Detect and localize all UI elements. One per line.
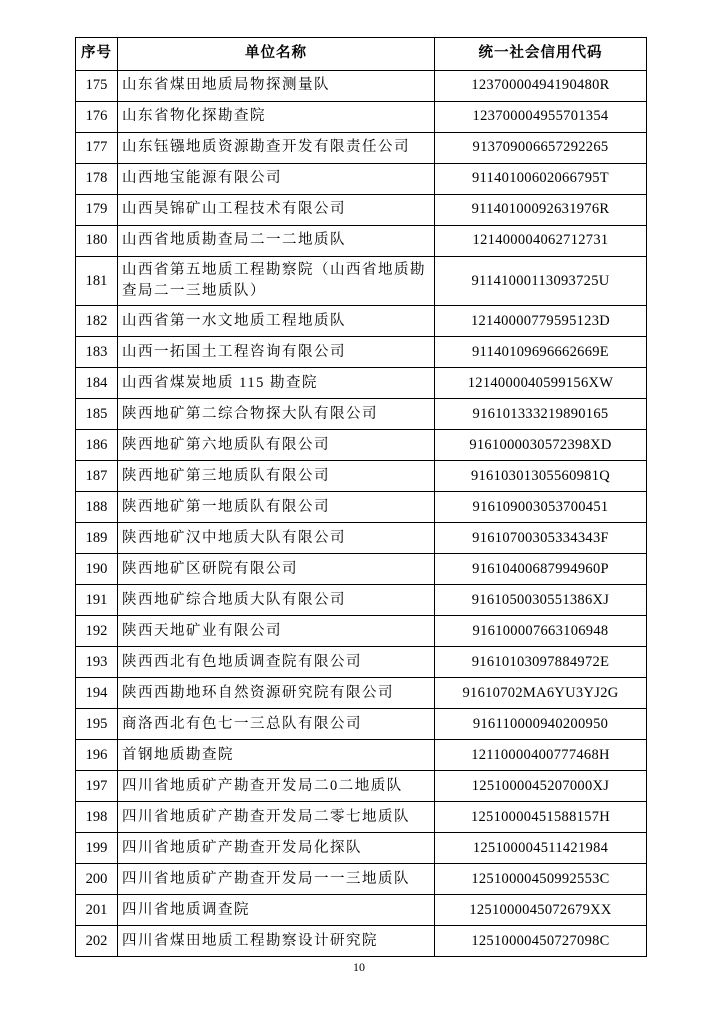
table-row — [76, 399, 647, 430]
table-row — [76, 226, 647, 257]
unit-name-cell: 陕西地矿第一地质队有限公司 — [118, 492, 435, 523]
unit-name-cell: 陕西地矿汉中地质大队有限公司 — [118, 523, 435, 554]
table-row — [76, 585, 647, 616]
table-row — [76, 102, 647, 133]
credit-code-cell: 12510000450992553C — [435, 864, 647, 895]
table-row — [76, 133, 647, 164]
unit-name-cell: 四川省地质矿产勘查开发局二零七地质队 — [118, 802, 435, 833]
unit-name-cell: 陕西地矿综合地质大队有限公司 — [118, 585, 435, 616]
serial-number-cell: 188 — [76, 492, 118, 523]
serial-number-cell: 185 — [76, 399, 118, 430]
table-row — [76, 523, 647, 554]
table-row — [76, 430, 647, 461]
table-row — [76, 306, 647, 337]
credit-code-cell: 913709006657292265 — [435, 133, 647, 164]
table-row — [76, 554, 647, 585]
serial-number-cell: 192 — [76, 616, 118, 647]
serial-number-cell: 187 — [76, 461, 118, 492]
serial-number-cell: 193 — [76, 647, 118, 678]
unit-name-cell: 四川省地质矿产勘查开发局化探队 — [118, 833, 435, 864]
unit-name-cell: 山西省第五地质工程勘察院（山西省地质勘查局二一三地质队） — [118, 257, 435, 306]
page-number: 10 — [353, 960, 365, 974]
credit-code-cell: 916101333219890165 — [435, 399, 647, 430]
table-row — [76, 616, 647, 647]
credit-code-cell: 91610103097884972E — [435, 647, 647, 678]
unit-name-cell: 山东省煤田地质局物探测量队 — [118, 71, 435, 102]
serial-number-cell: 195 — [76, 709, 118, 740]
serial-number-cell: 199 — [76, 833, 118, 864]
col-header-credit-code: 统一社会信用代码 — [435, 38, 647, 71]
unit-name-cell: 四川省地质矿产勘查开发局一一三地质队 — [118, 864, 435, 895]
serial-number-cell: 194 — [76, 678, 118, 709]
credit-code-cell: 91610700305334343F — [435, 523, 647, 554]
table-header-row — [76, 38, 647, 71]
credit-code-cell: 91610400687994960P — [435, 554, 647, 585]
table-row — [76, 771, 647, 802]
unit-name-cell: 四川省煤田地质工程勘察设计研究院 — [118, 926, 435, 957]
credit-code-cell: 91140109696662669E — [435, 337, 647, 368]
unit-name-cell: 首钢地质勘查院 — [118, 740, 435, 771]
serial-number-cell: 200 — [76, 864, 118, 895]
serial-number-cell: 181 — [76, 257, 118, 306]
table-row — [76, 195, 647, 226]
table-row — [76, 740, 647, 771]
serial-number-cell: 197 — [76, 771, 118, 802]
unit-name-cell: 山西省第一水文地质工程地质队 — [118, 306, 435, 337]
unit-name-cell: 四川省地质调查院 — [118, 895, 435, 926]
table-row — [76, 678, 647, 709]
serial-number-cell: 179 — [76, 195, 118, 226]
table-row — [76, 164, 647, 195]
credit-code-cell: 1214000040599156XW — [435, 368, 647, 399]
unit-name-cell: 山西省煤炭地质 115 勘查院 — [118, 368, 435, 399]
serial-number-cell: 176 — [76, 102, 118, 133]
table-row — [76, 337, 647, 368]
credit-code-cell: 9161050030551386XJ — [435, 585, 647, 616]
credit-code-cell: 12510000450727098C — [435, 926, 647, 957]
table-row — [76, 709, 647, 740]
table-body — [76, 71, 647, 957]
table-row — [76, 257, 647, 306]
credit-code-cell: 916109003053700451 — [435, 492, 647, 523]
credit-code-cell: 12370000494190480R — [435, 71, 647, 102]
credit-code-cell: 91141000113093725U — [435, 257, 647, 306]
col-header-unit-name: 单位名称 — [118, 38, 435, 71]
unit-name-cell: 山东省物化探勘查院 — [118, 102, 435, 133]
credit-code-cell: 916100007663106948 — [435, 616, 647, 647]
credit-code-cell: 91140100602066795T — [435, 164, 647, 195]
col-header-serial-number: 序号 — [76, 38, 118, 71]
credit-code-cell: 12510000451588157H — [435, 802, 647, 833]
unit-name-cell: 山西地宝能源有限公司 — [118, 164, 435, 195]
unit-name-cell: 商洛西北有色七一三总队有限公司 — [118, 709, 435, 740]
unit-name-cell: 四川省地质矿产勘查开发局二0二地质队 — [118, 771, 435, 802]
serial-number-cell: 180 — [76, 226, 118, 257]
unit-name-cell: 陕西地矿区研院有限公司 — [118, 554, 435, 585]
credit-code-cell: 91610301305560981Q — [435, 461, 647, 492]
serial-number-cell: 177 — [76, 133, 118, 164]
serial-number-cell: 191 — [76, 585, 118, 616]
credit-code-cell: 123700004955701354 — [435, 102, 647, 133]
unit-name-cell: 陕西地矿第二综合物探大队有限公司 — [118, 399, 435, 430]
serial-number-cell: 178 — [76, 164, 118, 195]
serial-number-cell: 184 — [76, 368, 118, 399]
serial-number-cell: 183 — [76, 337, 118, 368]
credit-code-cell: 91610702MA6YU3YJ2G — [435, 678, 647, 709]
credit-code-cell: 9161000030572398XD — [435, 430, 647, 461]
unit-name-cell: 陕西天地矿业有限公司 — [118, 616, 435, 647]
unit-name-cell: 陕西西北有色地质调查院有限公司 — [118, 647, 435, 678]
table-row — [76, 895, 647, 926]
credit-code-table — [75, 37, 647, 957]
table-row — [76, 833, 647, 864]
table-header — [76, 38, 647, 71]
unit-name-cell: 陕西地矿第六地质队有限公司 — [118, 430, 435, 461]
unit-name-cell: 山东钰镪地质资源勘查开发有限责任公司 — [118, 133, 435, 164]
credit-code-cell: 125100004511421984 — [435, 833, 647, 864]
table-row — [76, 802, 647, 833]
table-row — [76, 368, 647, 399]
unit-name-cell: 山西省地质勘查局二一二地质队 — [118, 226, 435, 257]
table-row — [76, 864, 647, 895]
unit-name-cell: 陕西西勘地环自然资源研究院有限公司 — [118, 678, 435, 709]
credit-code-cell: 1251000045207000XJ — [435, 771, 647, 802]
serial-number-cell: 189 — [76, 523, 118, 554]
credit-code-cell: 1251000045072679XX — [435, 895, 647, 926]
serial-number-cell: 198 — [76, 802, 118, 833]
table-row — [76, 492, 647, 523]
serial-number-cell: 175 — [76, 71, 118, 102]
table-row — [76, 461, 647, 492]
serial-number-cell: 182 — [76, 306, 118, 337]
table-row — [76, 926, 647, 957]
serial-number-cell: 186 — [76, 430, 118, 461]
unit-name-cell: 山西一拓国土工程咨询有限公司 — [118, 337, 435, 368]
table-row — [76, 647, 647, 678]
unit-name-cell: 陕西地矿第三地质队有限公司 — [118, 461, 435, 492]
unit-name-cell: 山西昊锦矿山工程技术有限公司 — [118, 195, 435, 226]
credit-code-cell: 916110000940200950 — [435, 709, 647, 740]
serial-number-cell: 196 — [76, 740, 118, 771]
serial-number-cell: 201 — [76, 895, 118, 926]
credit-code-cell: 12110000400777468H — [435, 740, 647, 771]
serial-number-cell: 202 — [76, 926, 118, 957]
credit-code-cell: 121400004062712731 — [435, 226, 647, 257]
serial-number-cell: 190 — [76, 554, 118, 585]
credit-code-cell: 12140000779595123D — [435, 306, 647, 337]
table-row — [76, 71, 647, 102]
credit-code-cell: 91140100092631976R — [435, 195, 647, 226]
